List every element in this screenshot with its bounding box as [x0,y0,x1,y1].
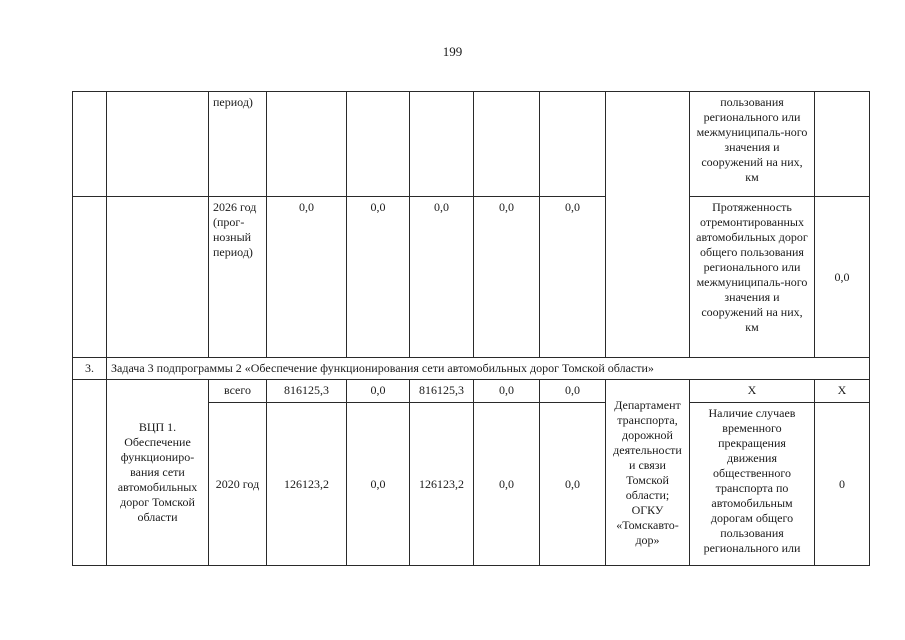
value-cell: 0,0 [474,403,540,566]
value-cell: 126123,2 [410,403,474,566]
page-number: 199 [442,44,463,59]
value-cell: 0,0 [474,380,540,403]
table-row [73,358,870,380]
indicator-cell: пользования регионального или межмуниципаль-ного значения и сооружений на них, км [690,92,815,197]
value-cell: 0,0 [540,197,606,358]
row-number-cell: 3. [73,358,107,380]
period-cell: период) [209,92,267,197]
value-cell: 816125,3 [410,380,474,403]
value-cell: 0,0 [347,380,410,403]
indicator-cell: Протяженность отремонтированных автомобильных дорог общего пользования регионального или межмуниципаль-ного значения и сооружений на них, км [690,197,815,358]
name-cell [107,92,209,197]
value-cell: 0,0 [540,403,606,566]
executor-cell [606,92,690,358]
indicator-cell: Х [690,380,815,403]
executor-cell: Департамент транспорта, дорожной деятельности и связи Томской области; ОГКУ «Томскавто-дор» [606,380,690,566]
value-cell: 0,0 [410,197,474,358]
period-cell: 2026 год (прог-нозный период) [209,197,267,358]
value-cell [267,92,347,197]
row-number-cell [73,197,107,358]
value-cell [474,92,540,197]
indicator-value-cell [815,92,870,197]
indicator-value-cell: 0,0 [815,197,870,358]
value-cell [347,92,410,197]
value-cell [410,92,474,197]
row-number-cell [73,380,107,566]
table-row [73,197,870,358]
value-cell: 0,0 [474,197,540,358]
table-row [73,92,870,197]
value-cell: 126123,2 [267,403,347,566]
name-cell [107,197,209,358]
program-name-cell: ВЦП 1. Обеспечение функциониро-вания сети автомобильных дорог Томской области [107,380,209,566]
indicator-cell: Наличие случаев временного прекращения движения общественного транспорта по автомобильным дорогам общего пользования регионального или [690,403,815,566]
period-cell: всего [209,380,267,403]
period-cell: 2020 год [209,403,267,566]
value-cell: 0,0 [540,380,606,403]
indicator-value-cell: 0 [815,403,870,566]
value-cell: 0,0 [347,403,410,566]
table-row [73,380,870,403]
row-number-cell [73,92,107,197]
indicator-value-cell: Х [815,380,870,403]
value-cell: 0,0 [267,197,347,358]
budget-table [72,91,870,566]
value-cell: 0,0 [347,197,410,358]
value-cell [540,92,606,197]
task-heading: Задача 3 подпрограммы 2 «Обеспечение функционирования сети автомобильных дорог Томской области» [107,358,870,380]
value-cell: 816125,3 [267,380,347,403]
